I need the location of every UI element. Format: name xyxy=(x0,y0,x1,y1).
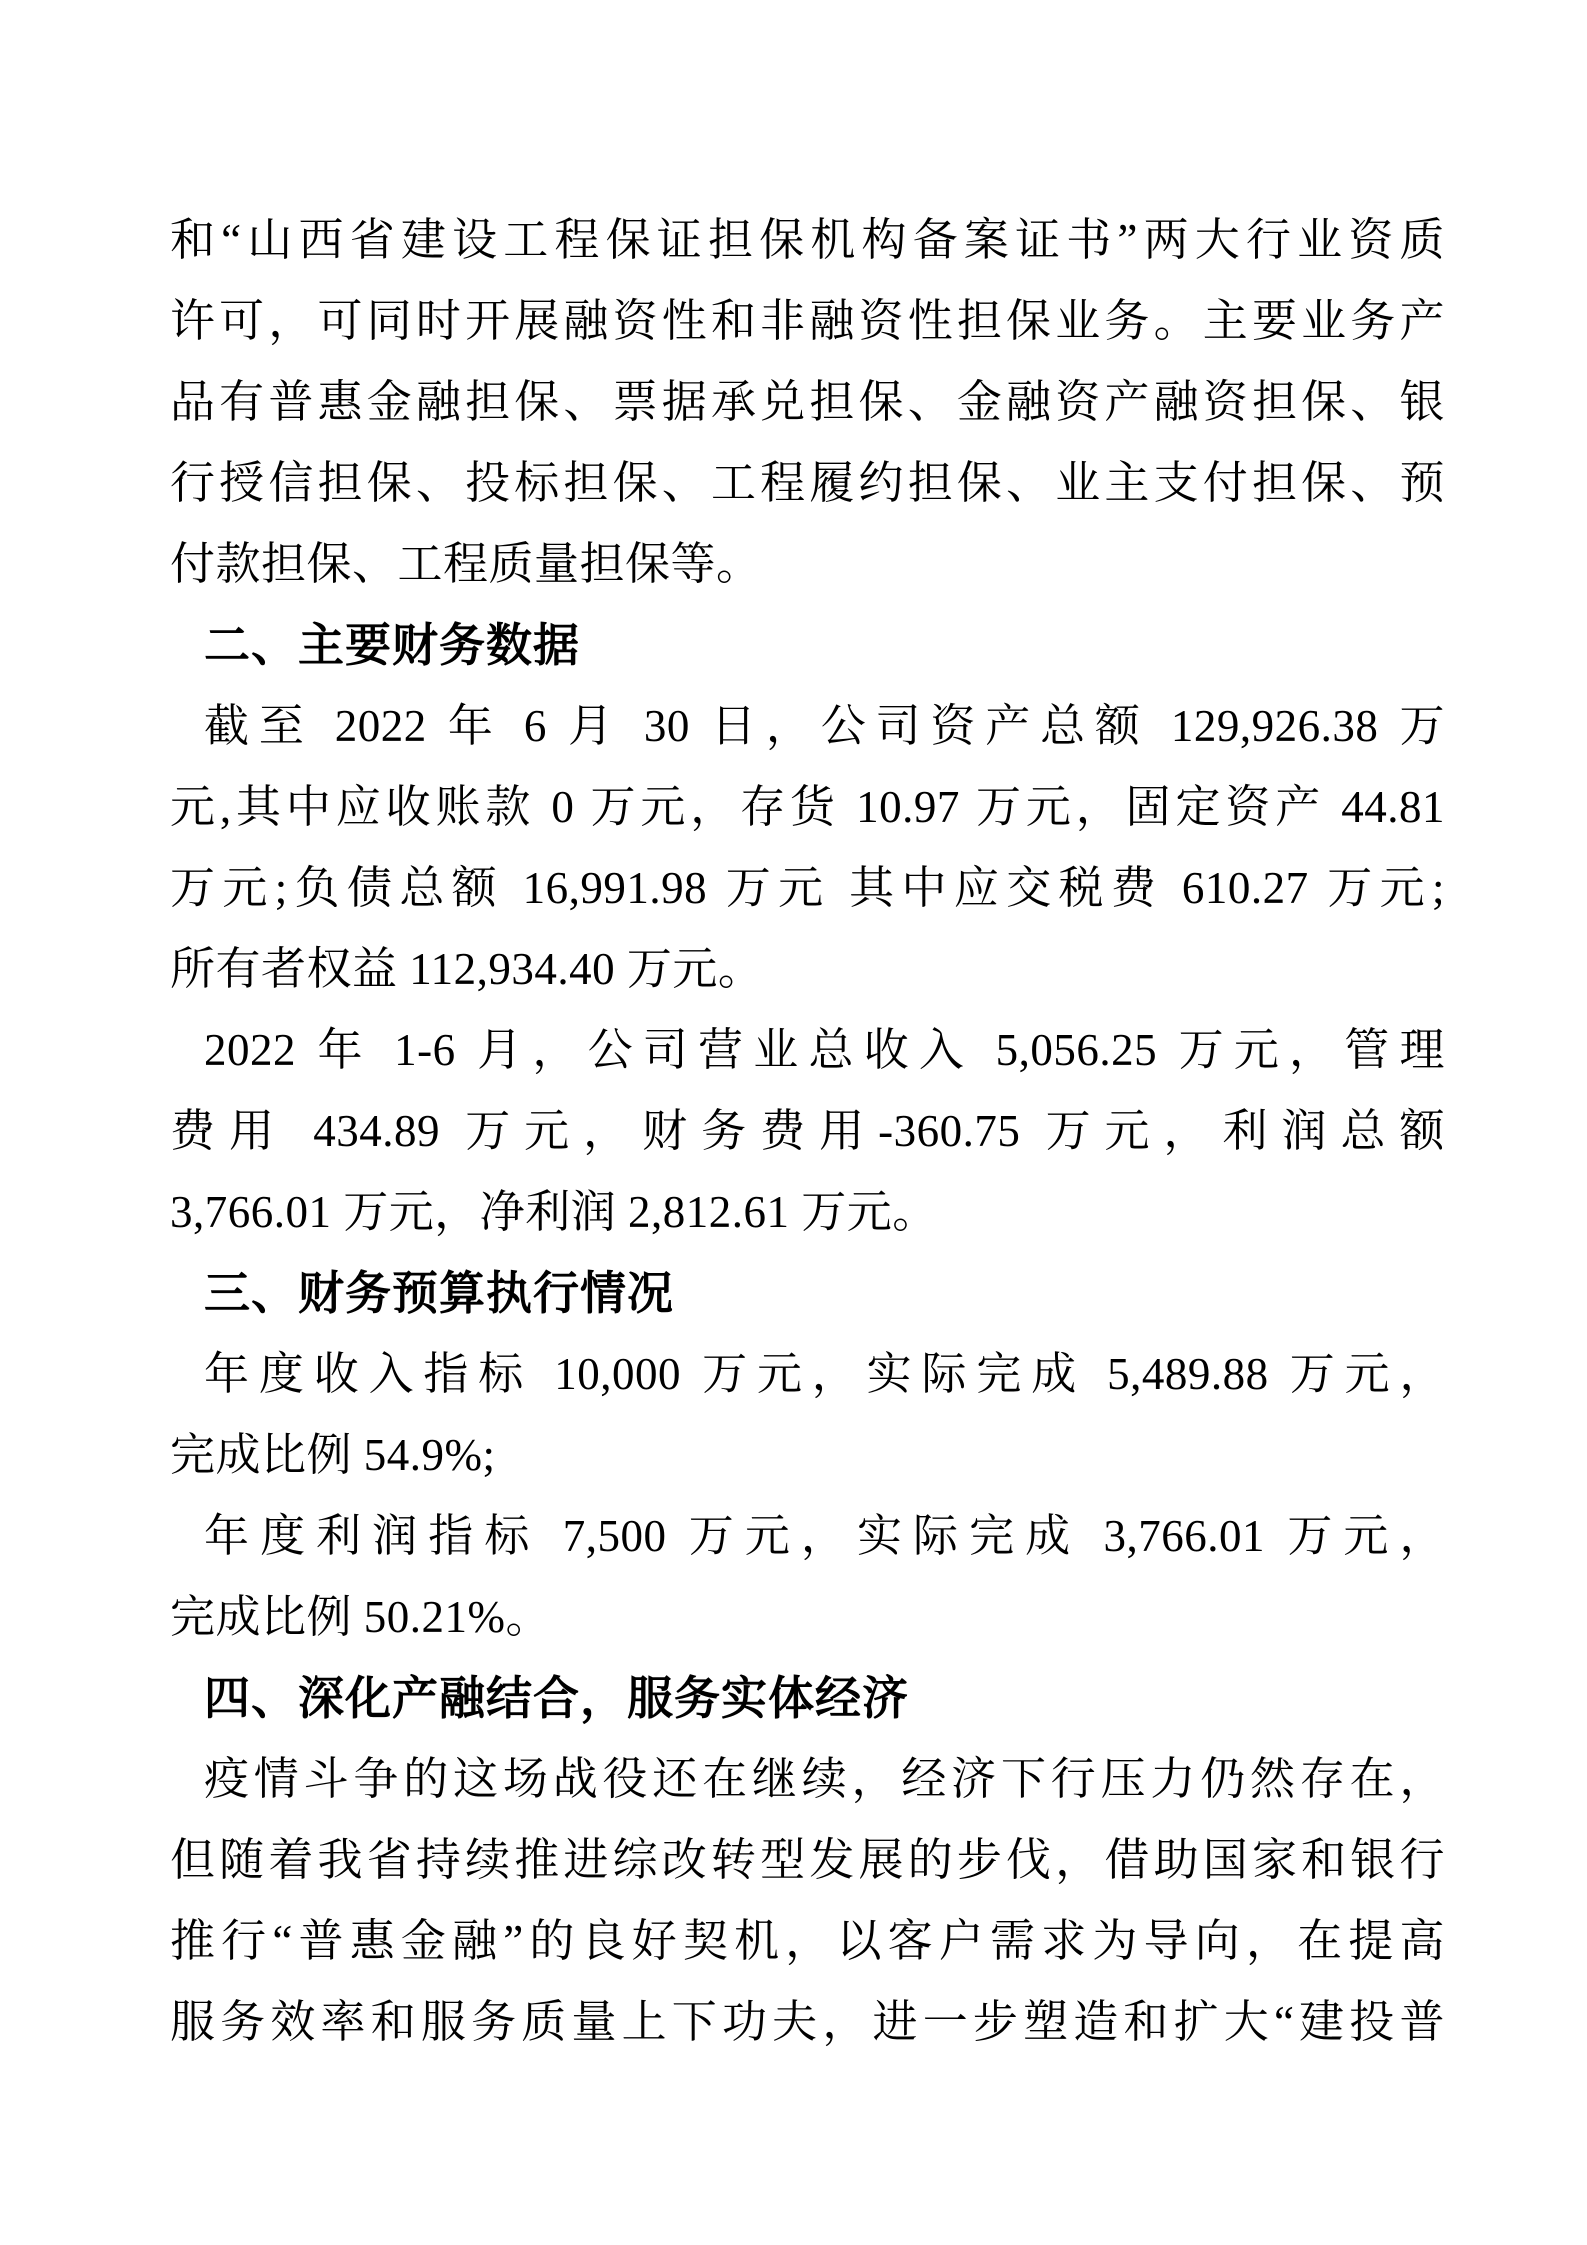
text-line: 完成比例 50.21%。 xyxy=(170,1592,551,1642)
text-line: 3,766.01 万元，净利润 2,812.61 万元。 xyxy=(170,1187,938,1237)
text-line: 万元;负债总额 16,991.98 万元 其中应交税费 610.27 万元; xyxy=(170,863,1445,913)
text-line: 和“山西省建设工程保证担保机构备案证书”两大行业资质 xyxy=(170,215,1445,265)
text-line: 所有者权益 112,934.40 万元。 xyxy=(170,944,764,994)
section-heading-finance-data: 二、主要财务数据 xyxy=(204,619,580,671)
text-line: 完成比例 54.9%; xyxy=(170,1430,496,1480)
text-line: 付款担保、工程质量担保等。 xyxy=(170,539,762,589)
text-line: 行授信担保、投标担保、工程履约担保、业主支付担保、预 xyxy=(170,458,1445,508)
text-line: 2022 年 1-6 月，公司营业总收入 5,056.25 万元，管理 xyxy=(204,1025,1445,1075)
text-line: 服务效率和服务质量上下功夫，进一步塑造和扩大“建投普 xyxy=(170,1997,1445,2047)
document-content xyxy=(170,200,1445,2063)
text-line: 推行“普惠金融”的良好契机，以客户需求为导向，在提高 xyxy=(170,1916,1445,1966)
text-line: 元,其中应收账款 0 万元，存货 10.97 万元，固定资产 44.81 xyxy=(170,782,1445,832)
text-line: 品有普惠金融担保、票据承兑担保、金融资产融资担保、银 xyxy=(170,377,1445,427)
text-line: 但随着我省持续推进综改转型发展的步伐，借助国家和银行 xyxy=(170,1835,1445,1885)
text-line: 年度收入指标 10,000 万元，实际完成 5,489.88 万元， xyxy=(204,1349,1445,1399)
section-heading-budget-execution: 三、财务预算执行情况 xyxy=(204,1267,674,1319)
text-line: 许可，可同时开展融资性和非融资性担保业务。主要业务产 xyxy=(170,296,1445,346)
text-line: 疫情斗争的这场战役还在继续，经济下行压力仍然存在， xyxy=(204,1754,1445,1804)
text-line: 年度利润指标 7,500 万元，实际完成 3,766.01 万元， xyxy=(204,1511,1445,1561)
text-line: 费用 434.89 万元，财务费用-360.75 万元，利润总额 xyxy=(170,1106,1445,1156)
text-line: 截至 2022 年 6 月 30 日，公司资产总额 129,926.38 万 xyxy=(204,701,1445,751)
section-heading-industry-finance: 四、深化产融结合，服务实体经济 xyxy=(204,1672,909,1724)
